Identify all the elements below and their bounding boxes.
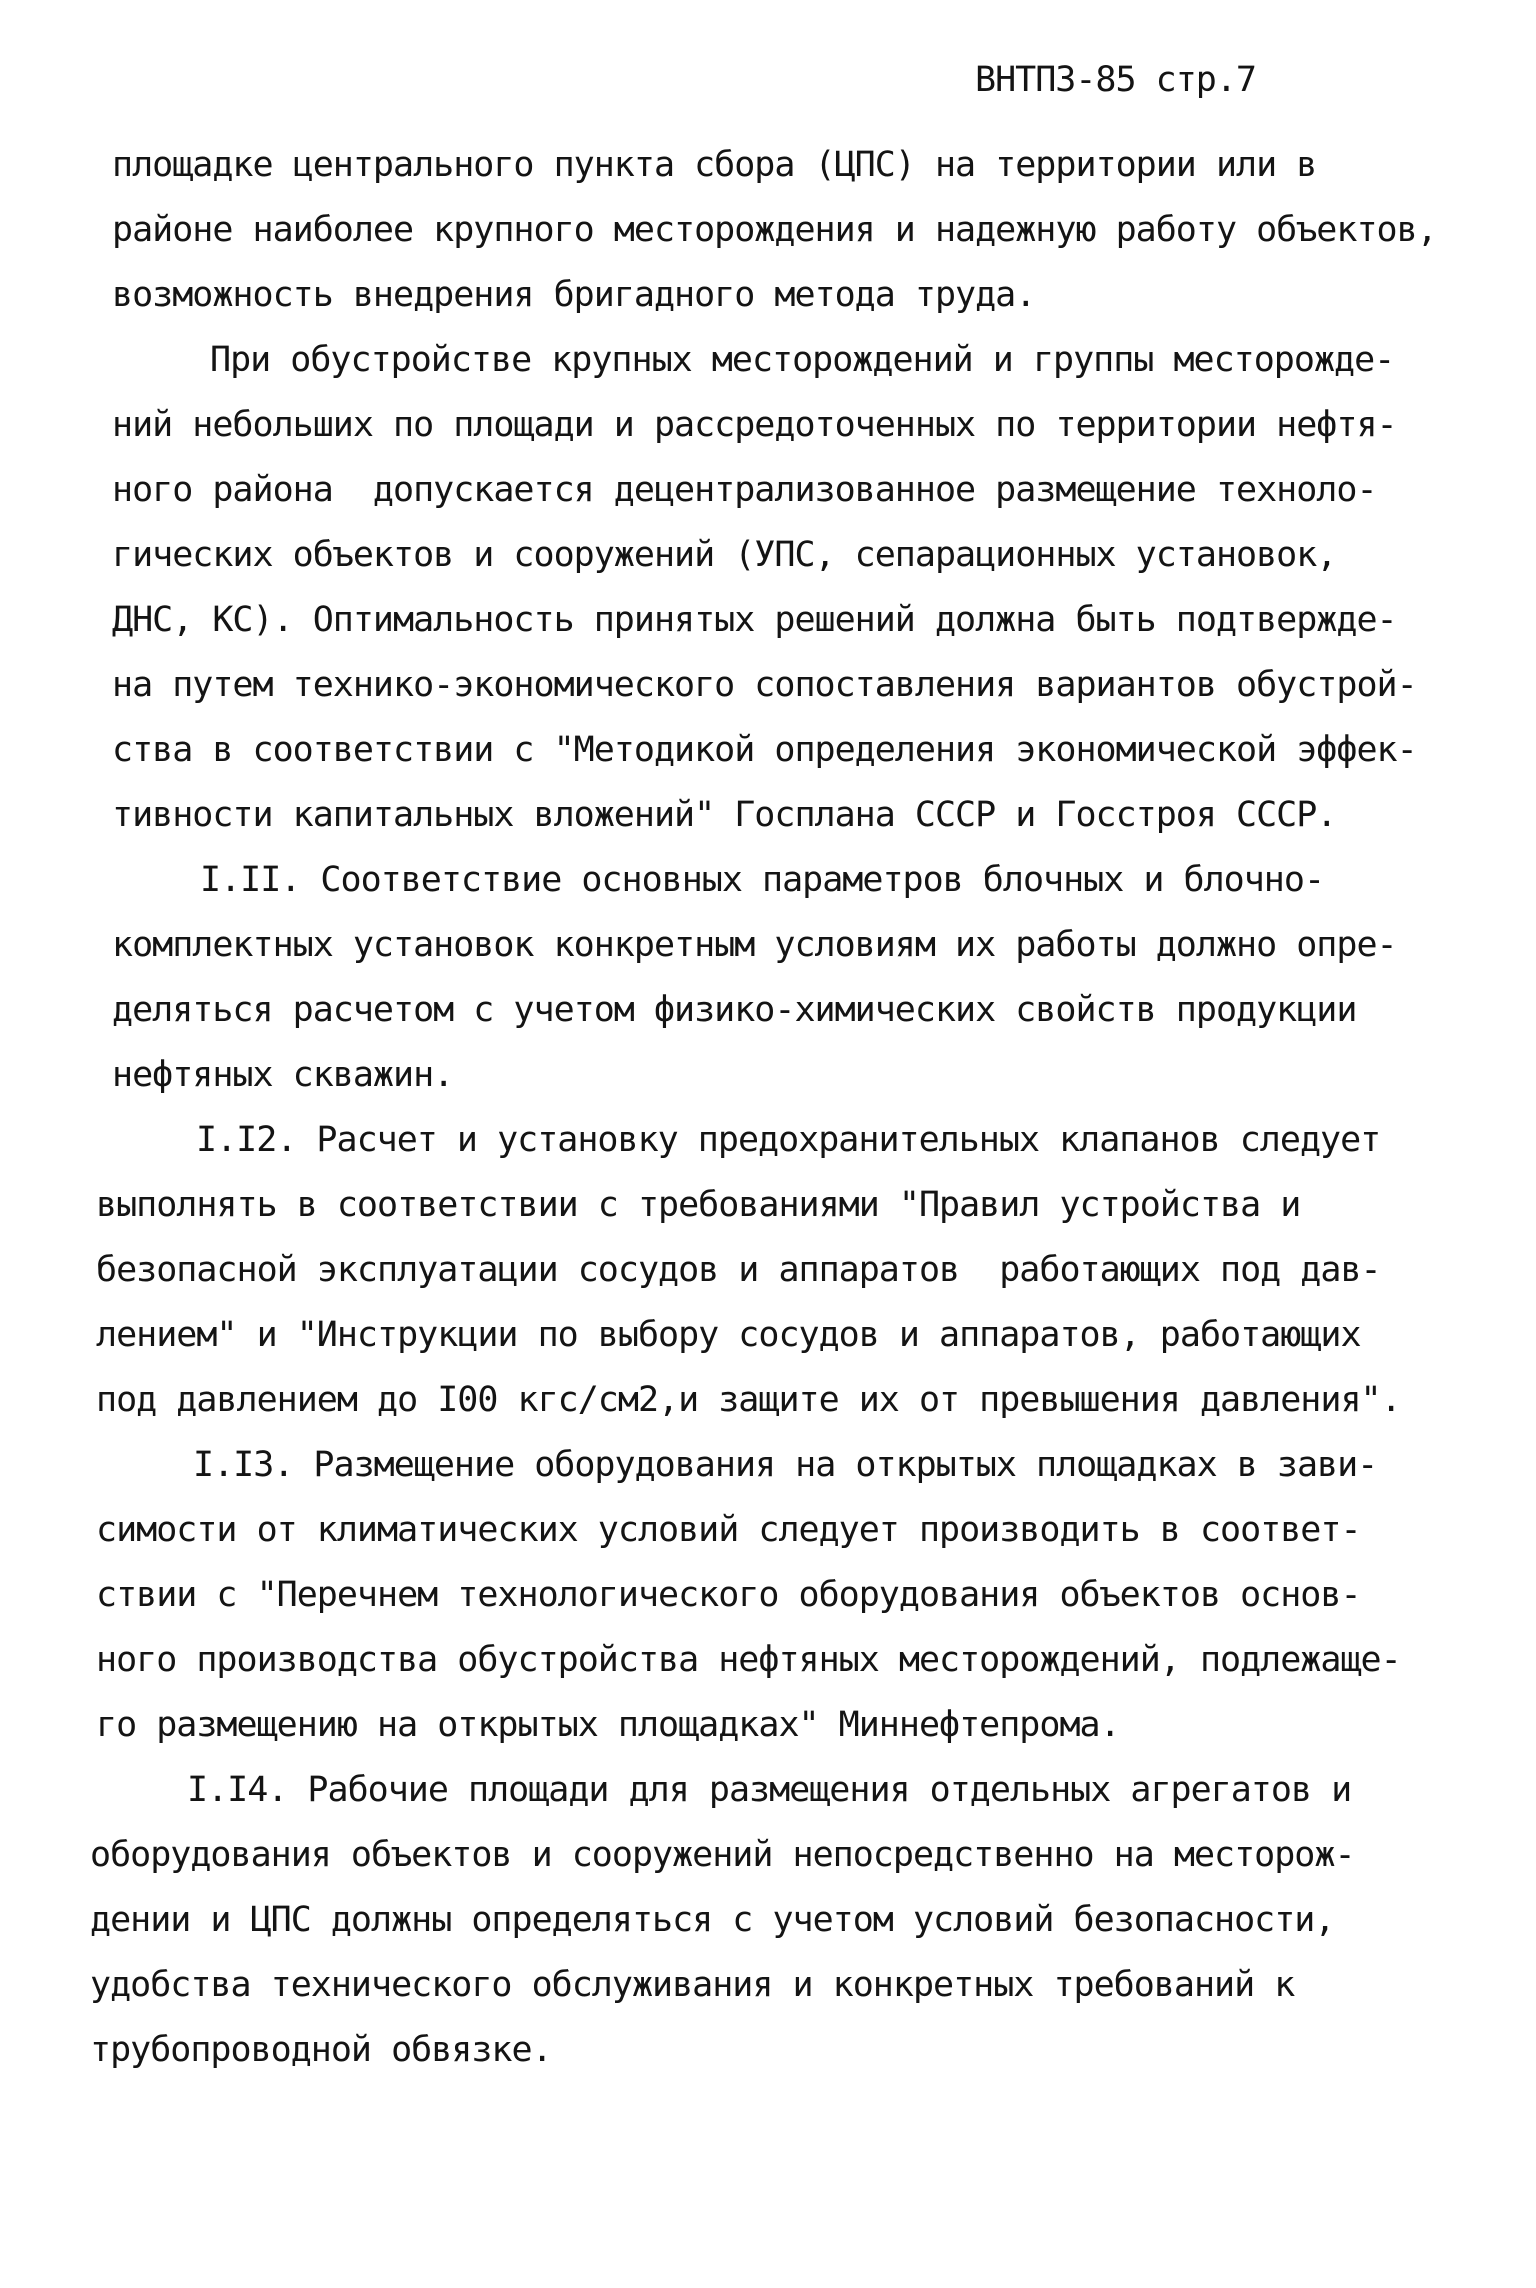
text-line: под давлением до I00 кгс/см2,и защите их от превышения давления". xyxy=(96,1380,1401,1420)
text-line: удобства технического обслуживания и конкретных требований к xyxy=(90,1965,1295,2005)
text-line: нефтяных скважин. xyxy=(112,1055,454,1095)
text-line: безопасной эксплуатации сосудов и аппаратов работающих под дав- xyxy=(96,1250,1381,1290)
text-line: районе наиболее крупного месторождения и надежную работу объектов, xyxy=(112,210,1437,250)
text-line: площадке центрального пункта сбора (ЦПС) на территории или в xyxy=(112,145,1317,185)
text-line: тивности капитальных вложений" Госплана СССР и Госстроя СССР. xyxy=(112,795,1337,835)
text-line: на путем технико-экономического сопоставления вариантов обустрой- xyxy=(112,665,1417,705)
text-line: комплектных установок конкретным условиям их работы должно опре- xyxy=(112,925,1397,965)
text-line: I.II. Соответствие основных параметров блочных и блочно- xyxy=(200,860,1325,900)
page-header: ВНТПЗ-85 стр.7 xyxy=(975,60,1257,100)
text-line: го размещению на открытых площадках" Миннефтепрома. xyxy=(96,1705,1120,1745)
text-line: ного района допускается децентрализованное размещение техноло- xyxy=(112,470,1377,510)
text-line: ного производства обустройства нефтяных месторождений, подлежаще- xyxy=(96,1640,1401,1680)
text-line: лением" и "Инструкции по выбору сосудов и аппаратов, работающих xyxy=(96,1315,1361,1355)
text-line: ДНС, КС). Оптимальность принятых решений должна быть подтвержде- xyxy=(112,600,1397,640)
text-line: ний небольших по площади и рассредоточенных по территории нефтя- xyxy=(112,405,1397,445)
text-line: При обустройстве крупных месторождений и группы месторожде- xyxy=(210,340,1395,380)
text-line: выполнять в соответствии с требованиями "Правил устройства и xyxy=(96,1185,1301,1225)
text-line: ствии с "Перечнем технологического оборудования объектов основ- xyxy=(96,1575,1361,1615)
text-line: ства в соответствии с "Методикой определения экономической эффек- xyxy=(112,730,1417,770)
text-line: деляться расчетом с учетом физико-химических свойств продукции xyxy=(112,990,1357,1030)
text-line: I.I3. Размещение оборудования на открытых площадках в зави- xyxy=(193,1445,1378,1485)
text-line: дении и ЦПС должны определяться с учетом условий безопасности, xyxy=(90,1900,1335,1940)
text-line: I.I2. Расчет и установку предохранительных клапанов следует xyxy=(196,1120,1381,1160)
text-line: возможность внедрения бригадного метода труда. xyxy=(112,275,1036,315)
text-line: I.I4. Рабочие площади для размещения отдельных агрегатов и xyxy=(187,1770,1352,1810)
text-line: оборудования объектов и сооружений непосредственно на месторож- xyxy=(90,1835,1355,1875)
text-line: симости от климатических условий следует производить в соответ- xyxy=(96,1510,1361,1550)
text-line: гических объектов и сооружений (УПС, сепарационных установок, xyxy=(112,535,1337,575)
text-line: трубопроводной обвязке. xyxy=(90,2030,552,2070)
